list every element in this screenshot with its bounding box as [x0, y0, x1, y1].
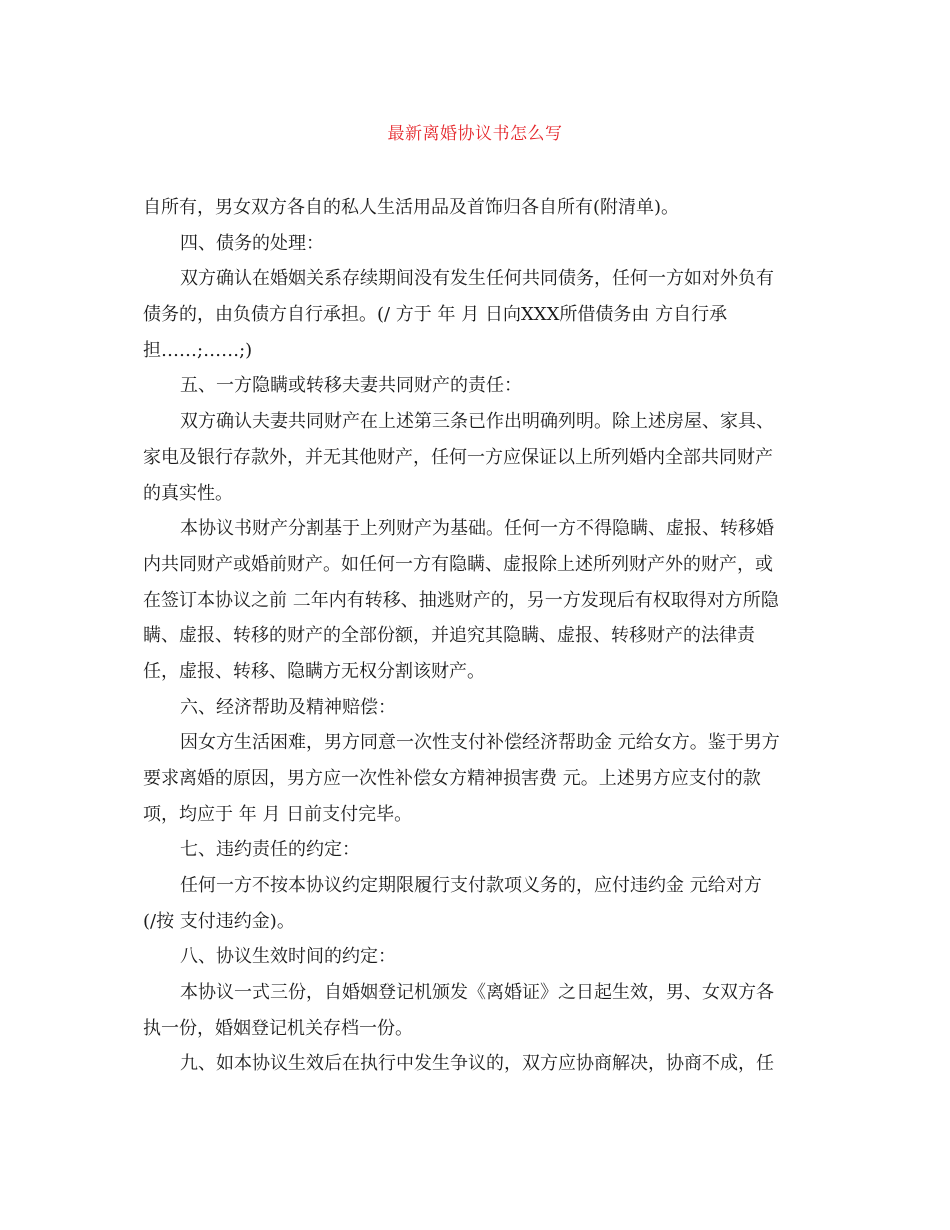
paragraph-line: 债务的，由负债方自行承担。(/ 方于 年 月 日向XXX所借债务由 方自行承: [143, 304, 728, 325]
paragraph-line: 双方确认夫妻共同财产在上述第三条已作出明确列明。除上述房屋、家具、: [180, 411, 774, 432]
section-heading-breach: 七、违约责任的约定：: [180, 839, 360, 860]
page-title: 最新离婚协议书怎么写: [387, 124, 563, 144]
paragraph-line: 因女方生活困难，男方同意一次性支付补偿经济帮助金 元给女方。鉴于男方: [180, 732, 780, 753]
paragraph-line: 在签订本协议之前 二年内有转移、抽逃财产的，另一方发现后有权取得对方所隐: [143, 590, 779, 611]
section-heading-debts: 四、债务的处理：: [180, 233, 324, 254]
section-heading-compensation: 六、经济帮助及精神赔偿：: [180, 697, 396, 718]
paragraph-line: 本协议书财产分割基于上列财产为基础。任何一方不得隐瞒、虚报、转移婚: [180, 518, 774, 539]
paragraph-line: 自所有，男女双方各自的私人生活用品及首饰归各自所有(附清单)。: [143, 197, 680, 218]
section-heading-concealment: 五、一方隐瞒或转移夫妻共同财产的责任：: [180, 375, 522, 396]
section-heading-disputes: 九、如本协议生效后在执行中发生争议的，双方应协商解决，协商不成，任: [180, 1053, 774, 1074]
paragraph-line: 双方确认在婚姻关系存续期间没有发生任何共同债务，任何一方如对外负有: [180, 268, 774, 289]
paragraph-line: 的真实性。: [143, 483, 233, 504]
paragraph-line: 项，均应于 年 月 日前支付完毕。: [143, 804, 413, 825]
paragraph-line: 执一份，婚姻登记机关存档一份。: [143, 1018, 413, 1039]
paragraph-line: (/按 支付违约金)。: [143, 911, 295, 932]
paragraph-line: 担……;……;): [143, 340, 253, 361]
paragraph-line: 本协议一式三份，自婚姻登记机颁发《离婚证》之日起生效，男、女双方各: [180, 982, 774, 1003]
paragraph-line: 任，虚报、转移、隐瞒方无权分割该财产。: [143, 661, 485, 682]
section-heading-effective: 八、协议生效时间的约定：: [180, 946, 396, 967]
paragraph-line: 家电及银行存款外，并无其他财产，任何一方应保证以上所列婚内全部共同财产: [143, 447, 773, 468]
paragraph-line: 任何一方不按本协议约定期限履行支付款项义务的，应付违约金 元给对方: [180, 875, 762, 896]
paragraph-line: 内共同财产或婚前财产。如任何一方有隐瞒、虚报除上述所列财产外的财产，或: [143, 554, 773, 575]
paragraph-line: 瞒、虚报、转移的财产的全部份额，并追究其隐瞒、虚报、转移财产的法律责: [143, 625, 755, 646]
paragraph-line: 要求离婚的原因，男方应一次性补偿女方精神损害费 元。上述男方应支付的款: [143, 768, 761, 789]
